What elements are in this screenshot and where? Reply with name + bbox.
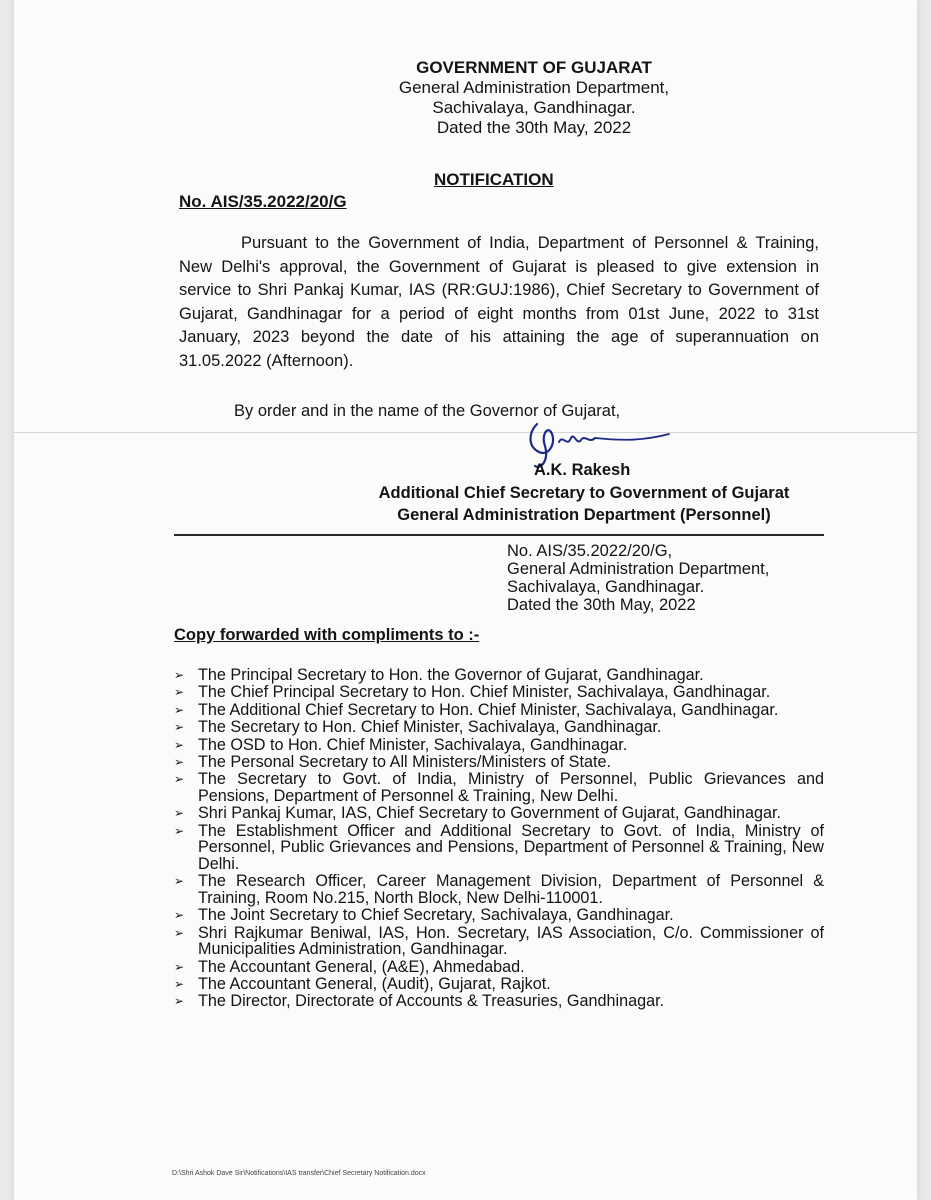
endorsement-reference-block [507,542,769,614]
file-path-footer: D:\Shri Ashok Dave Sir\Notifications\IAS transfer\Chief Secretary Notification.docx [172,1170,426,1177]
recipient-item [174,737,824,754]
recipient-item [174,873,824,906]
arrow-bullet-icon: ➢ [174,685,185,700]
arrow-bullet-icon: ➢ [174,720,185,735]
copy-forwarded-heading: Copy forwarded with compliments to :- [174,626,480,644]
arrow-bullet-icon: ➢ [174,754,185,769]
recipient-text: The Personal Secretary to All Ministers/Ministers of State. [198,752,611,771]
recipient-text: The Secretary to Govt. of India, Ministry of Personnel, Public Grievances and Pensions, Department of Personnel & Training, New Delhi. [198,770,824,805]
recipient-text: Shri Pankaj Kumar, IAS, Chief Secretary to Government of Gujarat, Gandhinagar. [198,804,782,823]
divider-line [174,534,824,536]
recipient-item [174,823,824,873]
arrow-bullet-icon: ➢ [174,925,185,940]
recipient-text: The Director, Directorate of Accounts & Treasuries, Gandhinagar. [198,992,665,1011]
recipient-text: Shri Rajkumar Beniwal, IAS, Hon. Secretary, IAS Association, C/o. Commissioner of Municipalities Administration, Gandhinagar. [198,923,824,959]
recipient-item [174,907,824,924]
recipient-item [174,684,824,701]
recipient-list [174,667,824,1011]
endorsement-number: No. AIS/35.2022/20/G, [507,542,673,560]
letterhead [334,58,734,138]
recipient-item [174,805,824,822]
recipient-item [174,959,824,976]
recipient-item [174,702,824,719]
recipient-text: The OSD to Hon. Chief Minister, Sachivalaya, Gandhinagar. [198,735,628,754]
signatory-name: A.K. Rakesh [534,461,631,479]
arrow-bullet-icon: ➢ [174,874,185,889]
notification-body [179,232,819,373]
recipient-text: The Secretary to Hon. Chief Minister, Sachivalaya, Gandhinagar. [198,718,662,737]
endorsement-place: Sachivalaya, Gandhinagar. [507,578,705,596]
recipient-item [174,925,824,958]
recipient-text: The Chief Principal Secretary to Hon. Chief Minister, Sachivalaya, Gandhinagar. [198,683,771,702]
scan-fold-line [14,432,917,433]
designation-line-2: General Administration Department (Personnel) [397,506,771,524]
recipient-item [174,719,824,736]
recipient-item [174,754,824,771]
arrow-bullet-icon: ➢ [174,806,185,821]
office-place: Sachivalaya, Gandhinagar. [432,98,636,117]
issue-date: Dated the 30th May, 2022 [436,118,632,137]
department-name: General Administration Department, [398,78,670,97]
endorsement-date: Dated the 30th May, 2022 [507,596,696,614]
arrow-bullet-icon: ➢ [174,702,185,717]
recipient-text: The Research Officer, Career Management Division, Department of Personnel & Training, Room No.215, North Block, New Delhi-110001. [198,872,824,907]
recipient-text: The Accountant General, (A&E), Ahmedabad. [198,957,525,976]
recipient-text: The Joint Secretary to Chief Secretary, Sachivalaya, Gandhinagar. [198,906,674,925]
arrow-bullet-icon: ➢ [174,823,185,838]
signatory-designation [344,482,824,526]
recipient-item [174,976,824,993]
arrow-bullet-icon: ➢ [174,908,185,923]
body-text: Pursuant to the Government of India, Department of Personnel & Training, New Delhi's approval, the Government of Gujarat is pleased to give extension in service to Shri Pankaj Kumar, IAS (RR:GUJ:1986), Chief Secretary to Government of Gujarat, Gandhinagar for a period of eight months from 01st June, 2022 to 31st January, 2023 beyond the date of his attaining the age of superannuation on 31.05.2022 (Afternoon). [179,234,819,370]
recipient-text: The Principal Secretary to Hon. the Governor of Gujarat, Gandhinagar. [198,666,704,684]
recipient-text: The Additional Chief Secretary to Hon. Chief Minister, Sachivalaya, Gandhinagar. [198,700,779,719]
by-order-line: By order and in the name of the Governor of Gujarat, [234,402,621,420]
arrow-bullet-icon: ➢ [174,994,185,1009]
endorsement-department: General Administration Department, [507,560,770,578]
arrow-bullet-icon: ➢ [174,959,185,974]
recipient-item [174,993,824,1010]
arrow-bullet-icon: ➢ [174,668,185,682]
recipient-item [174,667,824,684]
arrow-bullet-icon: ➢ [174,977,185,992]
designation-line-1: Additional Chief Secretary to Government of Gujarat [378,484,790,502]
recipient-item [174,771,824,804]
reference-number: No. AIS/35.2022/20/G [179,192,347,211]
arrow-bullet-icon: ➢ [174,772,185,787]
arrow-bullet-icon: ➢ [174,737,185,752]
document-page [14,0,917,1200]
org-name: GOVERNMENT OF GUJARAT [416,58,652,77]
notification-title: NOTIFICATION [434,170,554,189]
recipient-text: The Accountant General, (Audit), Gujarat, Rajkot. [198,975,551,994]
recipient-text: The Establishment Officer and Additional Secretary to Govt. of India, Ministry of Personnel, Public Grievances and Pensions, Department of Personnel & Training, New Delhi. [198,821,824,873]
